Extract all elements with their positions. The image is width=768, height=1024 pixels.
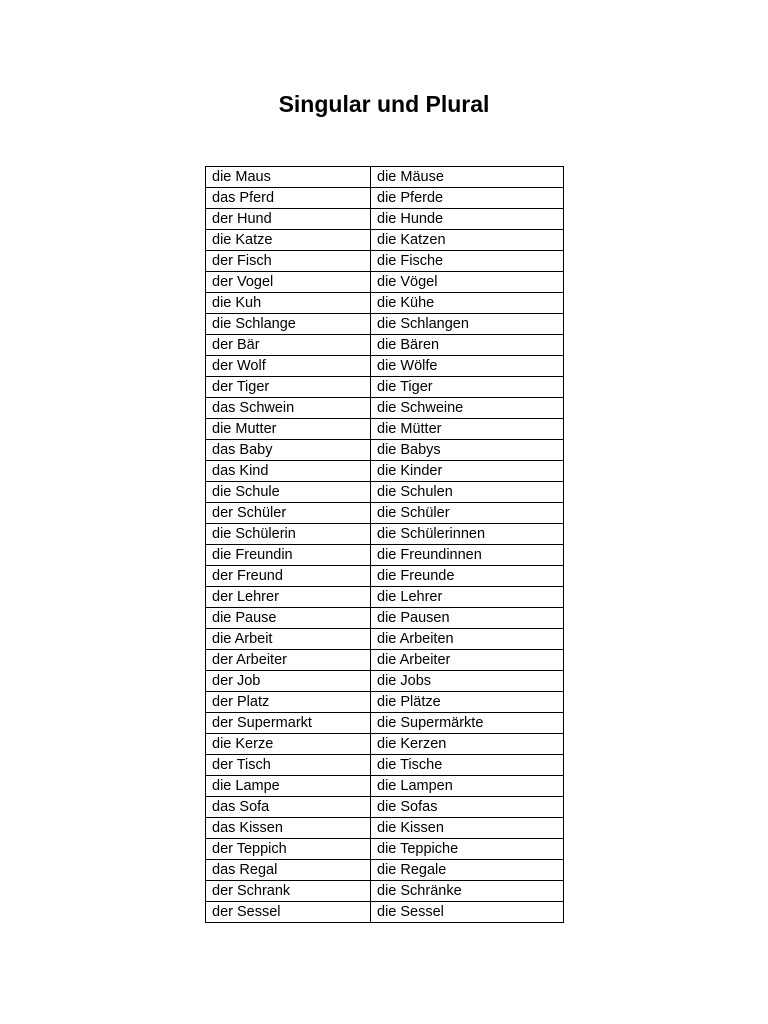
- plural-cell: die Teppiche: [371, 839, 564, 860]
- singular-cell: die Lampe: [206, 776, 371, 797]
- plural-cell: die Bären: [371, 335, 564, 356]
- singular-cell: die Maus: [206, 167, 371, 188]
- table-row: [206, 482, 564, 503]
- plural-cell: die Freunde: [371, 566, 564, 587]
- table-row: [206, 524, 564, 545]
- table-row: [206, 167, 564, 188]
- singular-cell: der Wolf: [206, 356, 371, 377]
- plural-cell: die Schüler: [371, 503, 564, 524]
- plural-cell: die Katzen: [371, 230, 564, 251]
- table-row: [206, 776, 564, 797]
- table-row: [206, 713, 564, 734]
- plural-cell: die Supermärkte: [371, 713, 564, 734]
- table-row: [206, 671, 564, 692]
- singular-cell: die Schülerin: [206, 524, 371, 545]
- plural-cell: die Kerzen: [371, 734, 564, 755]
- table-row: [206, 650, 564, 671]
- singular-plural-table: [205, 166, 564, 923]
- singular-cell: das Baby: [206, 440, 371, 461]
- plural-cell: die Jobs: [371, 671, 564, 692]
- singular-cell: das Regal: [206, 860, 371, 881]
- table-row: [206, 587, 564, 608]
- singular-cell: der Schüler: [206, 503, 371, 524]
- singular-cell: das Pferd: [206, 188, 371, 209]
- table-row: [206, 188, 564, 209]
- table-row: [206, 797, 564, 818]
- singular-cell: der Tiger: [206, 377, 371, 398]
- table-row: [206, 608, 564, 629]
- singular-cell: der Sessel: [206, 902, 371, 923]
- plural-cell: die Tische: [371, 755, 564, 776]
- singular-cell: die Katze: [206, 230, 371, 251]
- plural-cell: die Babys: [371, 440, 564, 461]
- plural-cell: die Lampen: [371, 776, 564, 797]
- table-row: [206, 272, 564, 293]
- plural-cell: die Sessel: [371, 902, 564, 923]
- plural-cell: die Wölfe: [371, 356, 564, 377]
- singular-cell: der Hund: [206, 209, 371, 230]
- plural-cell: die Kissen: [371, 818, 564, 839]
- plural-cell: die Schulen: [371, 482, 564, 503]
- table-row: [206, 545, 564, 566]
- singular-cell: der Bär: [206, 335, 371, 356]
- singular-cell: die Schule: [206, 482, 371, 503]
- plural-cell: die Vögel: [371, 272, 564, 293]
- table-row: [206, 440, 564, 461]
- singular-cell: das Kind: [206, 461, 371, 482]
- plural-cell: die Mütter: [371, 419, 564, 440]
- singular-cell: die Kuh: [206, 293, 371, 314]
- plural-cell: die Hunde: [371, 209, 564, 230]
- singular-cell: der Teppich: [206, 839, 371, 860]
- singular-cell: die Schlange: [206, 314, 371, 335]
- table-row: [206, 314, 564, 335]
- table-row: [206, 419, 564, 440]
- table-body: [206, 167, 564, 923]
- singular-cell: der Lehrer: [206, 587, 371, 608]
- table-row: [206, 755, 564, 776]
- singular-cell: der Freund: [206, 566, 371, 587]
- table-row: [206, 461, 564, 482]
- singular-cell: der Job: [206, 671, 371, 692]
- table-row: [206, 335, 564, 356]
- singular-cell: die Kerze: [206, 734, 371, 755]
- plural-cell: die Schränke: [371, 881, 564, 902]
- singular-cell: die Mutter: [206, 419, 371, 440]
- singular-cell: der Tisch: [206, 755, 371, 776]
- singular-cell: der Platz: [206, 692, 371, 713]
- plural-cell: die Regale: [371, 860, 564, 881]
- page-title: Singular und Plural: [278, 91, 490, 117]
- plural-cell: die Sofas: [371, 797, 564, 818]
- singular-cell: der Supermarkt: [206, 713, 371, 734]
- singular-cell: der Vogel: [206, 272, 371, 293]
- table-row: [206, 734, 564, 755]
- table-row: [206, 293, 564, 314]
- table-row: [206, 839, 564, 860]
- plural-cell: die Schweine: [371, 398, 564, 419]
- plural-cell: die Kinder: [371, 461, 564, 482]
- plural-cell: die Arbeiten: [371, 629, 564, 650]
- plural-cell: die Tiger: [371, 377, 564, 398]
- singular-cell: die Pause: [206, 608, 371, 629]
- plural-cell: die Arbeiter: [371, 650, 564, 671]
- plural-cell: die Freundinnen: [371, 545, 564, 566]
- singular-cell: der Fisch: [206, 251, 371, 272]
- plural-cell: die Fische: [371, 251, 564, 272]
- plural-cell: die Pferde: [371, 188, 564, 209]
- plural-cell: die Mäuse: [371, 167, 564, 188]
- plural-cell: die Plätze: [371, 692, 564, 713]
- table-row: [206, 377, 564, 398]
- table-row: [206, 209, 564, 230]
- singular-cell: das Kissen: [206, 818, 371, 839]
- singular-cell: der Arbeiter: [206, 650, 371, 671]
- table-row: [206, 692, 564, 713]
- singular-cell: die Arbeit: [206, 629, 371, 650]
- singular-cell: das Sofa: [206, 797, 371, 818]
- singular-cell: der Schrank: [206, 881, 371, 902]
- table-row: [206, 251, 564, 272]
- table-row: [206, 902, 564, 923]
- table-row: [206, 629, 564, 650]
- table-row: [206, 503, 564, 524]
- plural-cell: die Pausen: [371, 608, 564, 629]
- table-row: [206, 230, 564, 251]
- table-row: [206, 356, 564, 377]
- table-row: [206, 860, 564, 881]
- table-row: [206, 818, 564, 839]
- plural-cell: die Schlangen: [371, 314, 564, 335]
- table-row: [206, 881, 564, 902]
- singular-cell: das Schwein: [206, 398, 371, 419]
- plural-cell: die Kühe: [371, 293, 564, 314]
- plural-cell: die Schülerinnen: [371, 524, 564, 545]
- plural-cell: die Lehrer: [371, 587, 564, 608]
- table-row: [206, 398, 564, 419]
- singular-cell: die Freundin: [206, 545, 371, 566]
- table-row: [206, 566, 564, 587]
